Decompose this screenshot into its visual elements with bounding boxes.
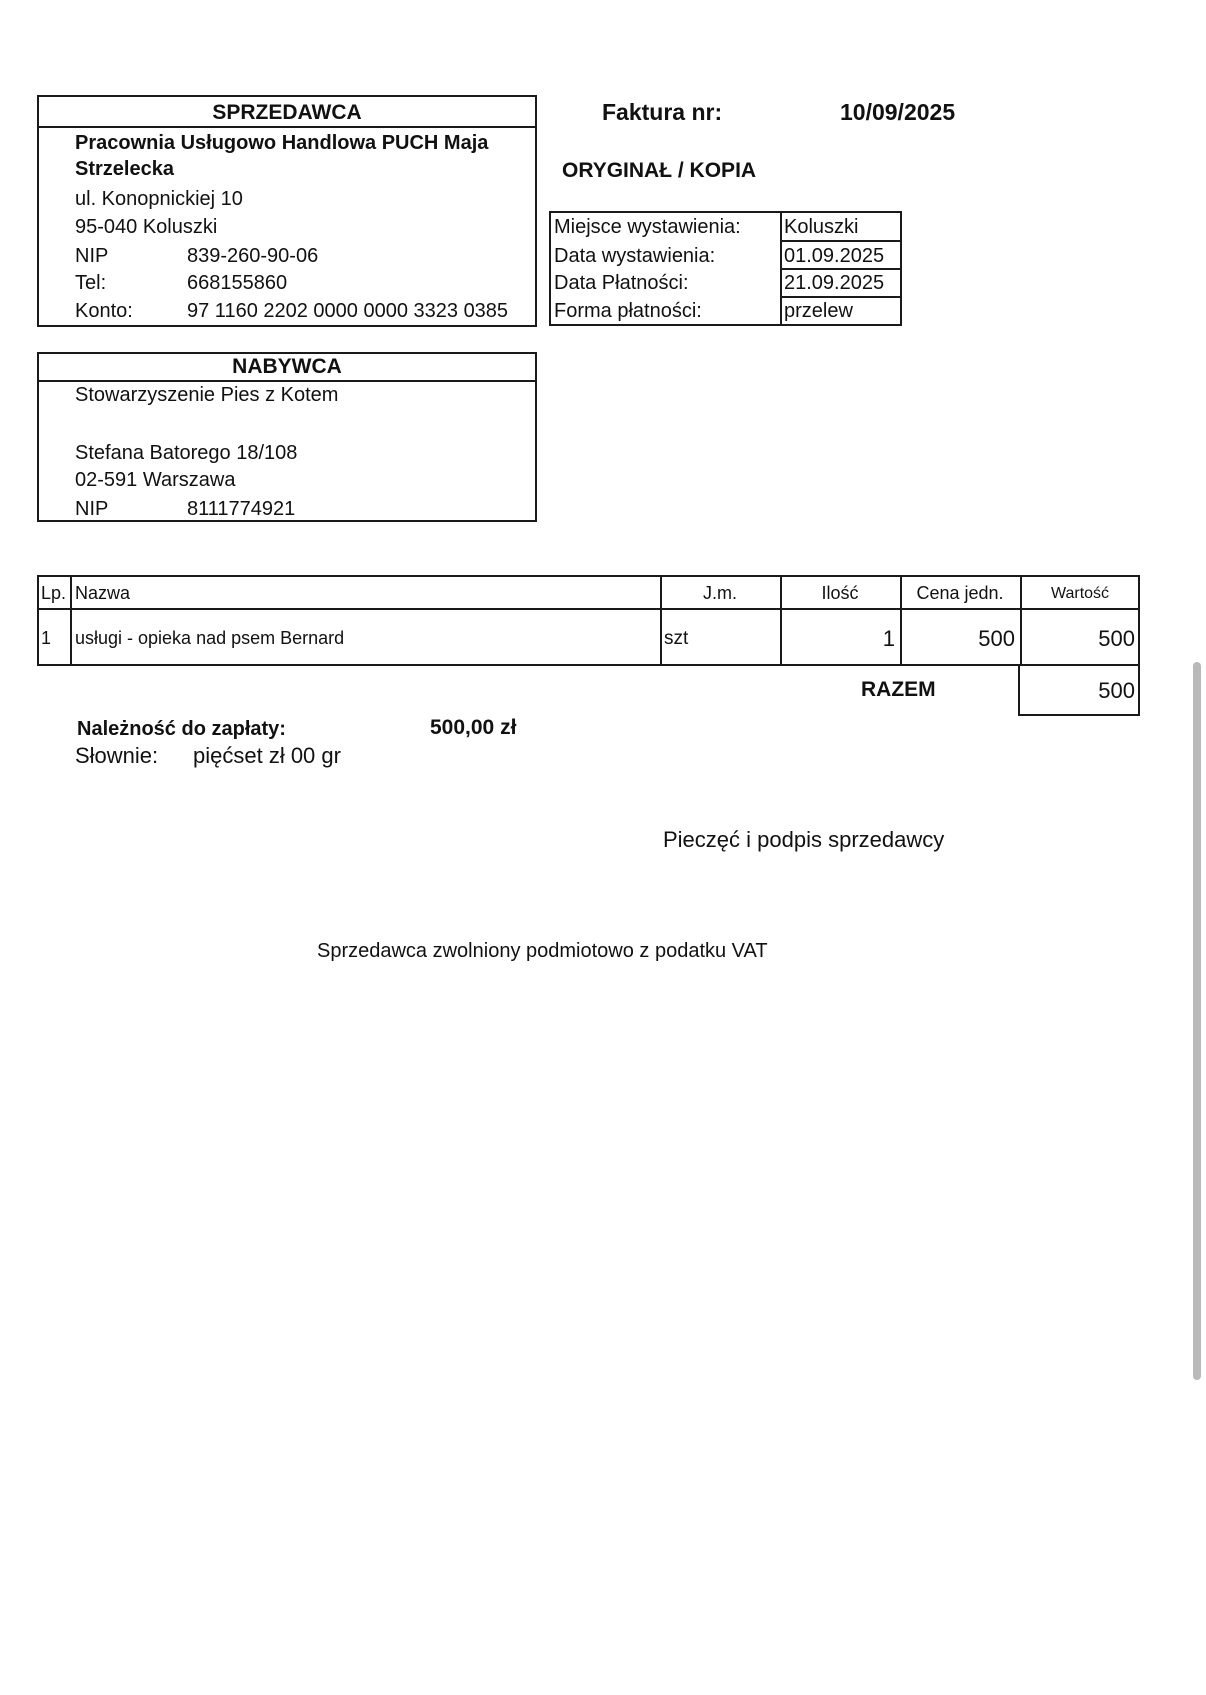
seller-nip-label: NIP xyxy=(75,245,109,267)
issue-date-value: 01.09.2025 xyxy=(784,245,885,267)
row-lp: 1 xyxy=(41,628,52,648)
invoice-details-row-divider xyxy=(780,268,902,270)
total-value: 500 xyxy=(1098,678,1135,703)
total-label: RAZEM xyxy=(861,678,936,701)
payment-date-value: 21.09.2025 xyxy=(784,272,885,294)
header-qty: Ilość xyxy=(821,583,859,603)
payment-date-label: Data Płatności: xyxy=(554,272,689,294)
seller-tel-value: 668155860 xyxy=(187,272,288,294)
seller-city: 95-040 Koluszki xyxy=(75,216,218,238)
seller-account-label: Konto: xyxy=(75,300,133,322)
buyer-heading-divider xyxy=(37,380,537,382)
buyer-heading: NABYWCA xyxy=(232,355,342,378)
buyer-city: 02-591 Warszawa xyxy=(75,469,236,491)
row-name: usługi - opieka nad psem Bernard xyxy=(75,628,345,648)
seller-street: ul. Konopnickiej 10 xyxy=(75,188,243,210)
items-col-divider xyxy=(70,575,72,666)
vat-exemption-note: Sprzedawca zwolniony podmiotowo z podatku VAT xyxy=(317,940,768,962)
buyer-street: Stefana Batorego 18/108 xyxy=(75,442,298,464)
issue-place-value: Koluszki xyxy=(784,216,859,238)
seller-heading-divider xyxy=(37,126,537,128)
invoice-details-row-divider xyxy=(780,240,902,242)
buyer-nip-label: NIP xyxy=(75,498,109,520)
amount-due-value: 500,00 zł xyxy=(430,716,517,739)
buyer-nip-value: 8111774921 xyxy=(187,498,296,520)
issue-place-label: Miejsce wystawienia: xyxy=(554,216,741,238)
amount-due-label: Należność do zapłaty: xyxy=(77,718,286,740)
invoice-details-row-divider xyxy=(780,296,902,298)
amount-words-value: pięćset zł 00 gr xyxy=(193,743,341,768)
seller-signature-label: Pieczęć i podpis sprzedawcy xyxy=(663,827,945,852)
row-value: 500 xyxy=(1098,626,1135,651)
seller-name-line1: Pracownia Usługowo Handlowa PUCH Maja xyxy=(75,132,489,154)
payment-method-value: przelew xyxy=(784,300,853,322)
header-lp: Lp. xyxy=(41,583,67,603)
row-qty: 1 xyxy=(882,626,895,651)
header-unit: J.m. xyxy=(703,583,737,603)
items-header-divider xyxy=(37,608,1140,610)
row-unit: szt xyxy=(664,628,689,649)
invoice-number-label: Faktura nr: xyxy=(602,99,723,125)
payment-method-label: Forma płatności: xyxy=(554,300,702,322)
header-unit-price: Cena jedn. xyxy=(916,583,1004,603)
vertical-scrollbar[interactable] xyxy=(1193,662,1201,1380)
amount-words-label: Słownie: xyxy=(75,743,159,768)
buyer-name: Stowarzyszenie Pies z Kotem xyxy=(75,384,339,406)
seller-heading: SPRZEDAWCA xyxy=(212,101,362,124)
row-unit-price: 500 xyxy=(978,626,1015,651)
issue-date-label: Data wystawienia: xyxy=(554,245,716,267)
invoice-number-value: 10/09/2025 xyxy=(840,99,956,125)
seller-account-value: 97 1160 2202 0000 0000 3323 0385 xyxy=(187,300,509,322)
seller-nip-value: 839-260-90-06 xyxy=(187,245,319,267)
original-copy-label: ORYGINAŁ / KOPIA xyxy=(562,159,757,182)
header-name: Nazwa xyxy=(75,583,131,603)
header-value: Wartość xyxy=(1050,585,1110,602)
seller-name-line2: Strzelecka xyxy=(75,158,174,180)
seller-tel-label: Tel: xyxy=(75,272,107,294)
